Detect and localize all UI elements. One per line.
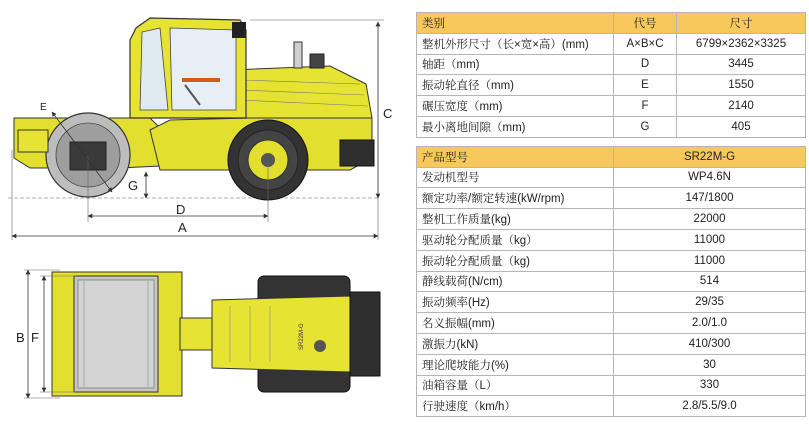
dimensions-table	[416, 12, 806, 138]
table-row	[417, 75, 806, 96]
label-c: C	[383, 106, 393, 121]
dimensions-header-size: 尺寸	[677, 13, 806, 34]
cell-code: G	[614, 116, 677, 137]
cell-value: 410/300	[614, 333, 806, 354]
table-row	[417, 33, 806, 54]
cell-value: WP4.6N	[614, 167, 806, 188]
table-row	[417, 250, 806, 271]
cell-value: 6799×2362×3325	[677, 33, 806, 54]
table-row	[417, 292, 806, 313]
cell-value: 2140	[677, 96, 806, 117]
table-row	[417, 116, 806, 137]
cell-value: 11000	[614, 229, 806, 250]
cell-value: 22000	[614, 209, 806, 230]
table-row	[417, 313, 806, 334]
table-row	[417, 209, 806, 230]
table-row	[417, 375, 806, 396]
cell-item: 振动轮分配质量（kg)	[417, 250, 614, 271]
cell-item: 行驶速度（km/h）	[417, 396, 614, 417]
label-d: D	[176, 202, 186, 217]
table-row	[417, 229, 806, 250]
cell-value: 29/35	[614, 292, 806, 313]
dimensions-header-category: 类别	[417, 13, 614, 34]
table-row	[417, 354, 806, 375]
side-view	[8, 18, 380, 200]
label-a: A	[178, 220, 187, 235]
cell-item: 静线载荷(N/cm)	[417, 271, 614, 292]
specs-table	[416, 146, 806, 417]
dimensions-header-row	[417, 13, 806, 34]
cell-value: 2.0/1.0	[614, 313, 806, 334]
cell-value: 11000	[614, 250, 806, 271]
cell-value: 330	[614, 375, 806, 396]
table-row	[417, 271, 806, 292]
cell-value: 30	[614, 354, 806, 375]
cell-value: 514	[614, 271, 806, 292]
table-row	[417, 54, 806, 75]
label-f: F	[31, 330, 39, 345]
cell-value: 405	[677, 116, 806, 137]
cell-value: 3445	[677, 54, 806, 75]
specs-header-label: 产品型号	[417, 146, 614, 167]
cell-item: 整机外形尺寸（长×宽×高）(mm)	[417, 33, 614, 54]
specs-header-row	[417, 146, 806, 167]
cell-code: D	[614, 54, 677, 75]
table-row	[417, 96, 806, 117]
cell-item: 理论爬坡能力(%)	[417, 354, 614, 375]
table-row	[417, 396, 806, 417]
cell-value: 2.8/5.5/9.0	[614, 396, 806, 417]
label-g: G	[128, 178, 139, 193]
table-row	[417, 188, 806, 209]
cell-item: 发动机型号	[417, 167, 614, 188]
cell-item: 整机工作质量(kg)	[417, 209, 614, 230]
cell-item: 最小离地间隙（mm)	[417, 116, 614, 137]
cell-item: 驱动轮分配质量（kg）	[417, 229, 614, 250]
cell-value: 1550	[677, 75, 806, 96]
label-b: B	[16, 330, 25, 345]
cell-item: 振动轮直径（mm)	[417, 75, 614, 96]
specs-header-model: SR22M-G	[614, 146, 806, 167]
cell-item: 油箱容量（L）	[417, 375, 614, 396]
cell-item: 振动频率(Hz)	[417, 292, 614, 313]
top-view-model-text: SR22M-G	[299, 323, 305, 350]
cell-code: A×B×C	[614, 33, 677, 54]
table-row	[417, 333, 806, 354]
cell-item: 激振力(kN)	[417, 333, 614, 354]
cell-item: 额定功率/额定转速(kW/rpm)	[417, 188, 614, 209]
cell-code: F	[614, 96, 677, 117]
cell-item: 名义振幅(mm)	[417, 313, 614, 334]
dimensions-header-code: 代号	[614, 13, 677, 34]
table-row	[417, 167, 806, 188]
spec-tables	[416, 12, 805, 417]
cell-value: 147/1800	[614, 188, 806, 209]
label-e: E	[40, 102, 47, 113]
cell-item: 碾压宽度（mm)	[417, 96, 614, 117]
top-view	[52, 272, 380, 396]
cell-item: 轴距（mm)	[417, 54, 614, 75]
cell-code: E	[614, 75, 677, 96]
